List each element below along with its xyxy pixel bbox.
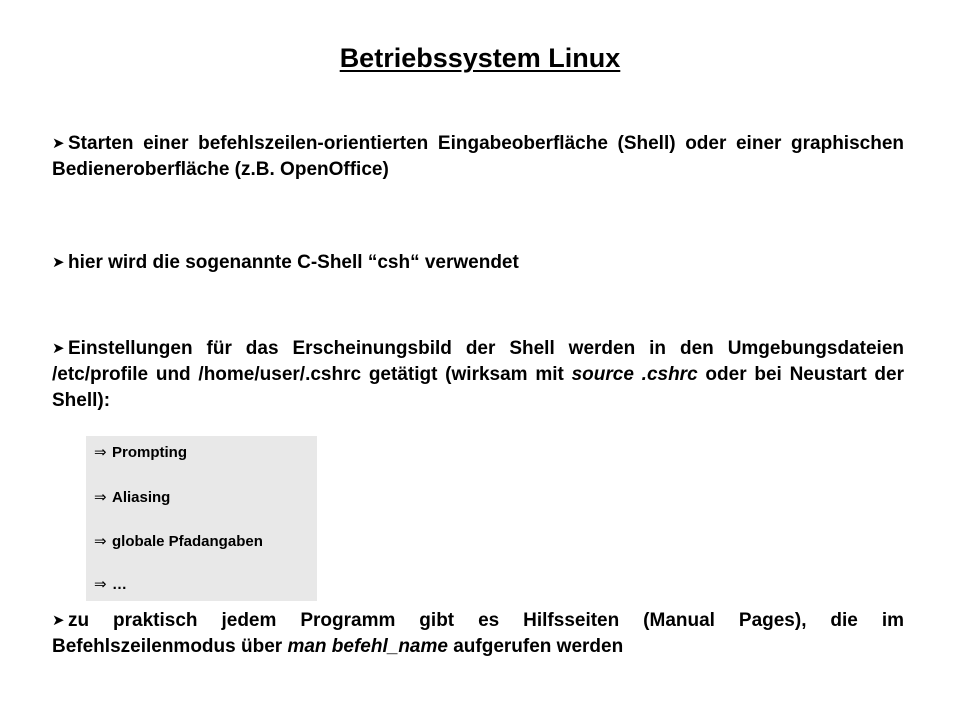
sub-item-label: Prompting: [112, 444, 187, 461]
bullet-start-shell: [52, 131, 904, 183]
bullet-settings: [52, 336, 904, 414]
bullet-csh: [52, 250, 904, 276]
bullet-command: man befehl_name: [287, 636, 448, 657]
implies-arrow-icon: ⇒: [94, 444, 107, 461]
sub-item-label: globale Pfadangaben: [112, 533, 263, 550]
bullet-text: Starten einer befehlszeilen-orientierten Eingabeoberfläche (Shell) oder einer graphischen Bedieneroberfläche (z.B. OpenOffice): [52, 133, 904, 180]
bullet-manual-pages: [52, 608, 904, 660]
implies-arrow-icon: ⇒: [94, 576, 107, 593]
arrowhead-bullet-icon: ➤: [52, 135, 65, 152]
sub-item-pfadangaben: [94, 532, 263, 552]
sub-item-ellipsis: [94, 575, 127, 595]
sub-list-box: [86, 436, 317, 601]
bullet-text-after: oder bei Neustart der Shell):: [52, 364, 904, 411]
sub-item-aliasing: [94, 488, 170, 508]
arrowhead-bullet-icon: ➤: [52, 254, 65, 271]
bullet-text-before: zu praktisch jedem Programm gibt es Hilfsseiten (Manual Pages), die im Befehlszeilenmodus über: [52, 610, 904, 657]
arrowhead-bullet-icon: ➤: [52, 340, 65, 357]
implies-arrow-icon: ⇒: [94, 533, 107, 550]
sub-item-prompting: [94, 443, 187, 463]
slide-title: Betriebssystem Linux: [339, 43, 621, 73]
arrowhead-bullet-icon: ➤: [52, 612, 65, 629]
implies-arrow-icon: ⇒: [94, 489, 107, 506]
bullet-text-after: aufgerufen werden: [447, 636, 624, 657]
sub-item-label: …: [112, 576, 127, 593]
bullet-command: source .cshrc: [571, 364, 698, 385]
bullet-text-before: Einstellungen für das Erscheinungsbild der Shell werden in den Umgebungsdateien /etc/profile und /home/user/.cshrc getätigt (wirksam mit: [52, 338, 904, 385]
sub-item-label: Aliasing: [112, 489, 171, 506]
bullet-text: hier wird die sogenannte C-Shell “csh“ verwendet: [68, 252, 519, 273]
